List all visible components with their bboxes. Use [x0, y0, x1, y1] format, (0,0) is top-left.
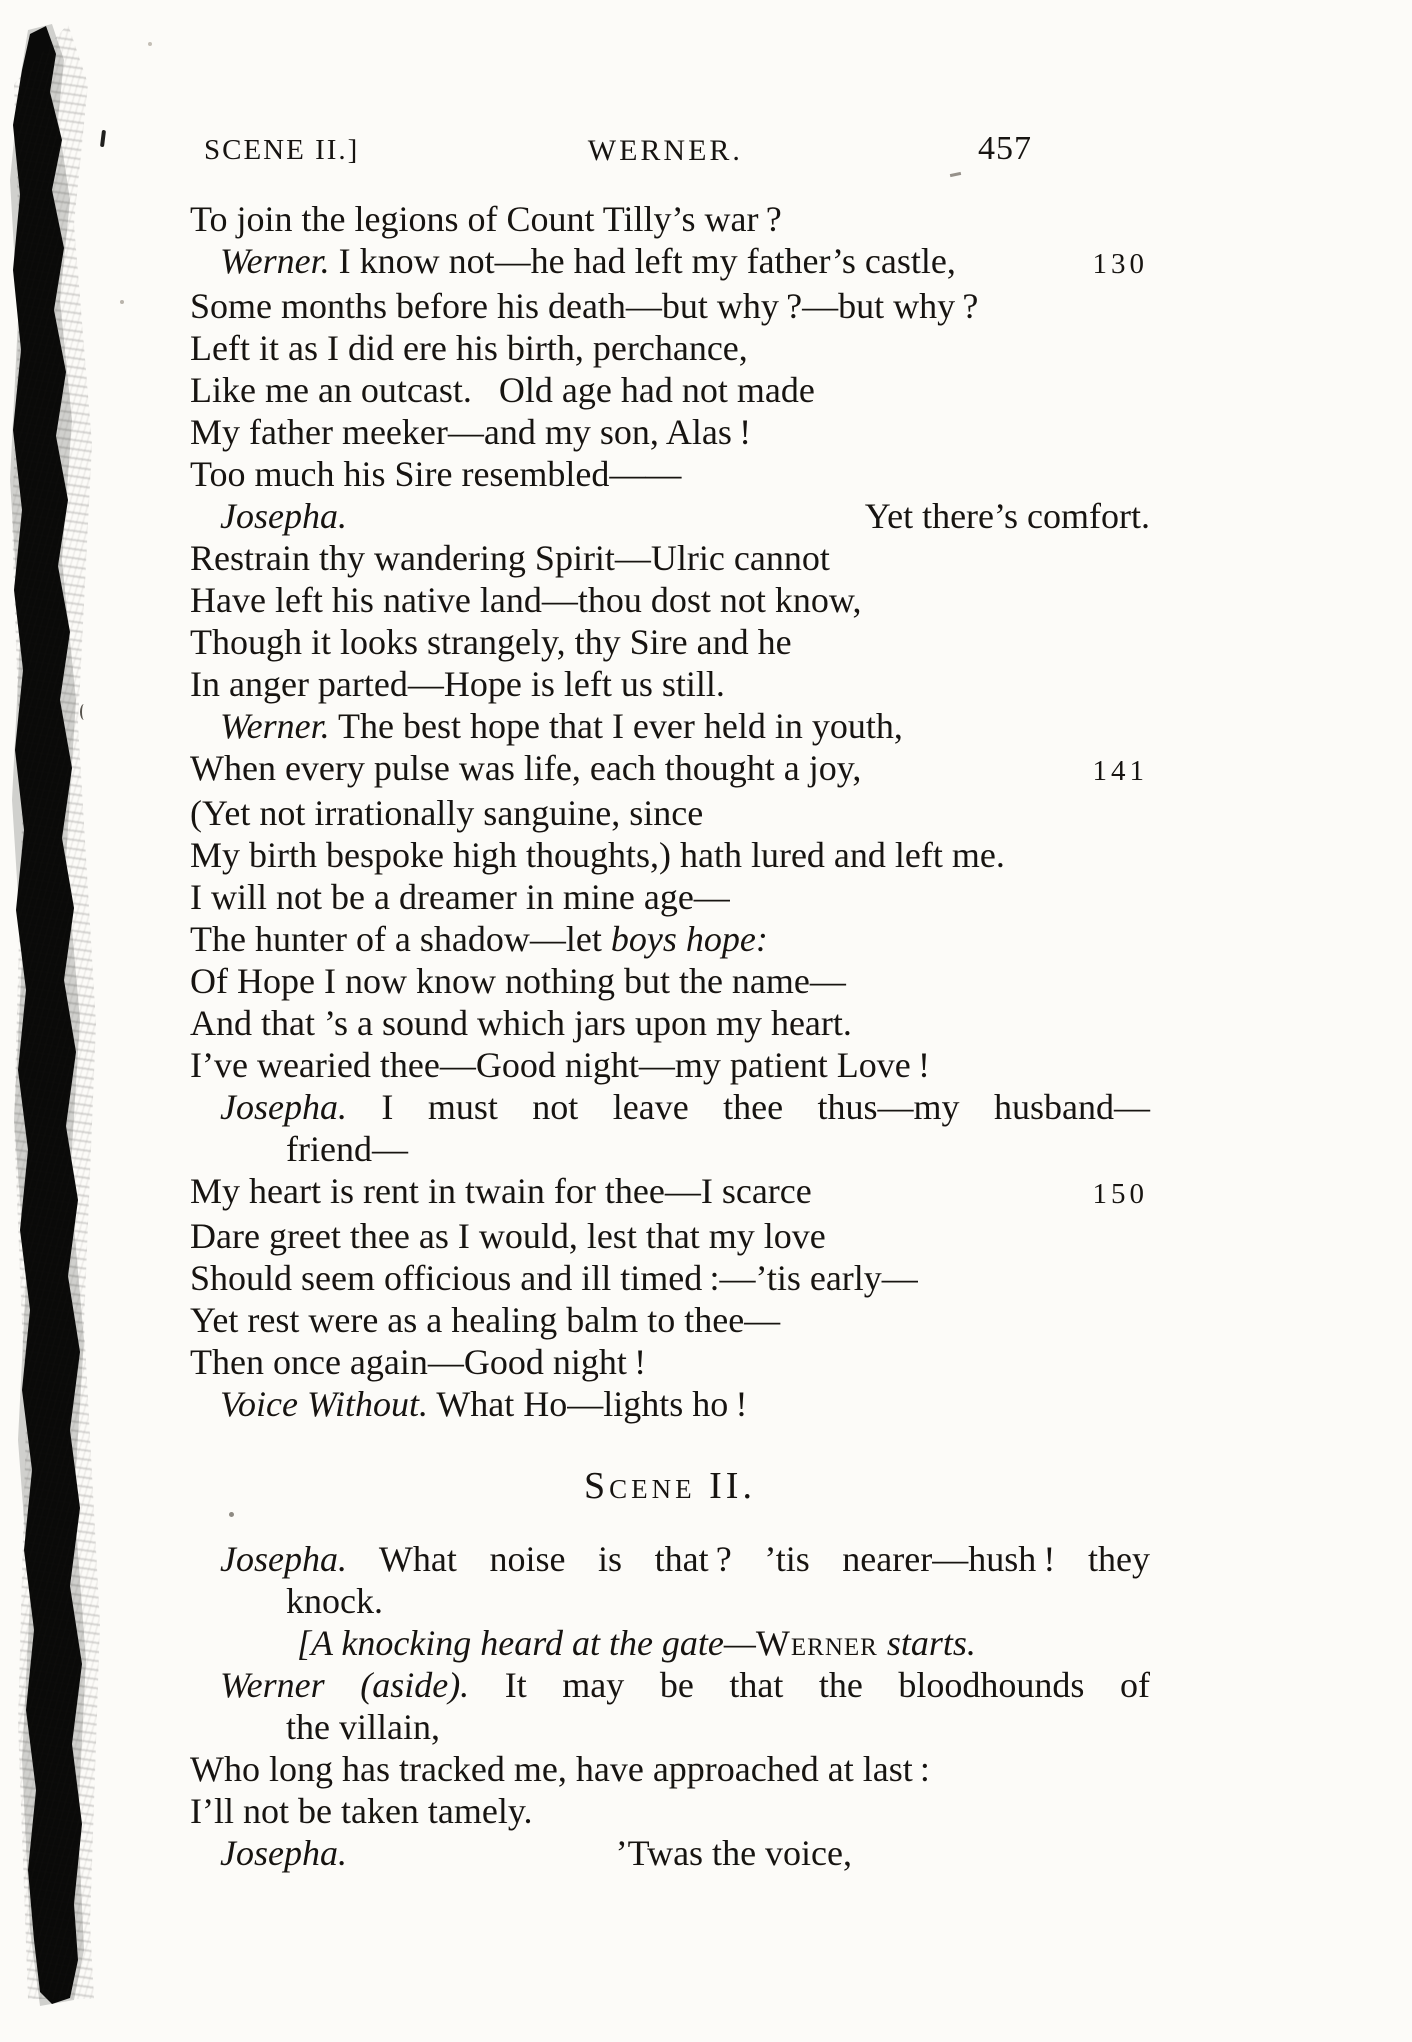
text-segment: Too much his Sire resembled—— [190, 454, 682, 494]
scan-artifact [100, 130, 106, 147]
text-line [190, 876, 1150, 918]
emphasis-segment: Werner. [220, 706, 330, 746]
emphasis-segment: Werner (aside). [220, 1665, 470, 1705]
text-segment: I’ve wearied thee—Good night—my patient Love ! [190, 1045, 930, 1085]
text-line [190, 537, 1150, 579]
verse-line-number: 150 [1092, 1178, 1148, 1210]
text-line [190, 1299, 1150, 1341]
text-line [190, 198, 1150, 240]
text-segment: Who long has tracked me, have approached at last : [190, 1749, 930, 1789]
text-segment: What Ho—lights ho ! [427, 1384, 748, 1424]
line-text [190, 1170, 812, 1212]
text-segment: My birth bespoke high thoughts,) hath lured and left me. [190, 835, 1005, 875]
line-text [190, 370, 815, 410]
text-line [190, 663, 1150, 705]
line-text [190, 199, 782, 239]
line-text [190, 1045, 930, 1085]
text-line [190, 1215, 1150, 1257]
line-text [220, 1665, 1150, 1705]
text-segment: I will not be a dreamer in mine age— [190, 877, 730, 917]
text-line [190, 1086, 1150, 1128]
emphasis-segment: starts. [877, 1623, 976, 1663]
text-segment: Have left his native land—thou dost not know, [190, 580, 862, 620]
line-text [190, 328, 748, 368]
header-book-title: WERNER. [587, 134, 743, 167]
text-segment: The hunter of a shadow—let [190, 919, 611, 959]
verse-line-number: 141 [1092, 755, 1148, 787]
line-text [220, 1384, 748, 1424]
line-text [286, 1581, 383, 1621]
text-line [190, 1790, 1150, 1832]
text-segment: the villain, [286, 1707, 440, 1747]
line-text [220, 1832, 347, 1874]
text-line [190, 1622, 1150, 1664]
scan-artifact [148, 42, 152, 46]
line-text [190, 793, 703, 833]
line-text [190, 580, 862, 620]
text-segment: Of Hope I now know nothing but the name— [190, 961, 846, 1001]
text-line [190, 918, 1150, 960]
text-line [190, 579, 1150, 621]
scan-band-noise [8, 24, 108, 2004]
line-text [220, 240, 956, 282]
page-number: 457 [978, 130, 1032, 167]
line-text [190, 877, 730, 917]
verse-line-number: 130 [1092, 248, 1148, 280]
line-text [190, 835, 1005, 875]
text-segment: When every pulse was life, each thought a joy, [190, 748, 862, 788]
text-segment: What noise is that ? ’tis nearer—hush ! they [346, 1539, 1150, 1579]
text-segment: knock. [286, 1581, 383, 1621]
text-line [190, 1044, 1150, 1086]
line-text [190, 1216, 826, 1256]
text-block-main [190, 198, 1150, 1425]
emphasis-segment: Werner. [220, 241, 330, 281]
emphasis-segment: Josepha. [220, 1833, 347, 1873]
text-segment: It may be that the bloodhounds of [469, 1665, 1150, 1705]
line-text [190, 538, 830, 578]
text-segment: To join the legions of Count Tilly’s war ? [190, 199, 782, 239]
text-line [190, 1002, 1150, 1044]
text-segment: Restrain thy wandering Spirit—Ulric cannot [190, 538, 830, 578]
line-text [190, 1300, 780, 1340]
line-text [220, 1539, 1150, 1579]
emphasis-segment: [A knocking heard at the gate— [297, 1623, 756, 1663]
text-line [190, 411, 1150, 453]
line-text [190, 961, 846, 1001]
line-text [286, 1129, 408, 1169]
emphasis-segment: Josepha. [220, 496, 347, 536]
line-text [190, 454, 681, 494]
line-text [190, 1342, 646, 1382]
line-text [190, 412, 751, 452]
smallcaps-segment: Werner [755, 1623, 878, 1663]
text-segment: friend— [286, 1129, 408, 1169]
line-text [297, 1623, 976, 1663]
text-line [190, 240, 1150, 285]
emphasis-segment: Josepha. [220, 1087, 347, 1127]
line-text [190, 1003, 852, 1043]
text-line [190, 453, 1150, 495]
text-segment: Should seem officious and ill timed :—’tis early— [190, 1258, 918, 1298]
text-line [190, 1748, 1150, 1790]
text-segment: Then once again—Good night ! [190, 1342, 647, 1382]
line-text [220, 495, 347, 537]
text-line [190, 1341, 1150, 1383]
text-segment: Though it looks strangely, thy Sire and he [190, 622, 792, 662]
line-text [190, 286, 978, 326]
line-text [190, 747, 861, 789]
line-text [190, 1258, 918, 1298]
text-line [190, 747, 1150, 792]
text-line [190, 1580, 1150, 1622]
text-line [190, 1170, 1150, 1215]
text-line [190, 285, 1150, 327]
text-segment: Like me an outcast. Old age had not made [190, 370, 815, 410]
line-text [190, 1749, 930, 1789]
text-line [190, 1383, 1150, 1425]
dialogue-continuation: Yet there’s comfort. [864, 496, 1150, 536]
text-segment: I know not—he had left my father’s castle, [329, 241, 956, 281]
text-segment: I must not leave thee thus—my husband— [346, 1087, 1150, 1127]
text-line [190, 495, 1150, 537]
scan-artifact [120, 300, 124, 304]
running-head [190, 130, 1150, 174]
text-line [190, 1538, 1150, 1580]
text-line [190, 960, 1150, 1002]
text-line [190, 834, 1150, 876]
text-line [190, 1257, 1150, 1299]
text-block-scene2 [190, 1538, 1150, 1874]
text-segment: My heart is rent in twain for thee—I scarce [190, 1171, 812, 1211]
text-segment: Yet rest were as a healing balm to thee— [190, 1300, 781, 1340]
header-scene-label: SCENE II.] [204, 134, 360, 166]
text-segment: In anger parted—Hope is left us still. [190, 664, 725, 704]
line-text [220, 1087, 1150, 1127]
text-segment: Dare greet thee as I would, lest that my love [190, 1216, 826, 1256]
text-line [190, 327, 1150, 369]
text-line [190, 1664, 1150, 1706]
line-text [286, 1707, 440, 1747]
scene-heading: Scene II. [584, 1465, 756, 1507]
line-text [190, 1791, 533, 1831]
line-text [190, 919, 768, 959]
text-line [190, 621, 1150, 663]
emphasis-segment: boys hope: [610, 919, 768, 959]
text-segment: And that ’s a sound which jars upon my heart. [190, 1003, 852, 1043]
text-segment: I’ll not be taken tamely. [190, 1791, 533, 1831]
line-text [190, 664, 725, 704]
text-segment: (Yet not irrationally sanguine, since [190, 793, 704, 833]
emphasis-segment: Voice Without. [220, 1384, 428, 1424]
text-segment: Left it as I did ere his birth, perchance, [190, 328, 748, 368]
dialogue-continuation: ’Twas the voice, [615, 1833, 852, 1873]
text-line [190, 705, 1150, 747]
text-segment: Some months before his death—but why ?—but why ? [190, 286, 979, 326]
scan-artifact [80, 704, 88, 720]
scan-artifact [229, 1512, 234, 1517]
text-line [190, 792, 1150, 834]
text-line [190, 1832, 1150, 1874]
text-line [190, 1128, 1150, 1170]
text-segment: The best hope that I ever held in youth, [329, 706, 903, 746]
emphasis-segment: Josepha. [220, 1539, 347, 1579]
line-text [190, 622, 792, 662]
text-segment: My father meeker—and my son, Alas ! [190, 412, 752, 452]
text-line [190, 1706, 1150, 1748]
line-text [220, 706, 903, 746]
text-line [190, 369, 1150, 411]
